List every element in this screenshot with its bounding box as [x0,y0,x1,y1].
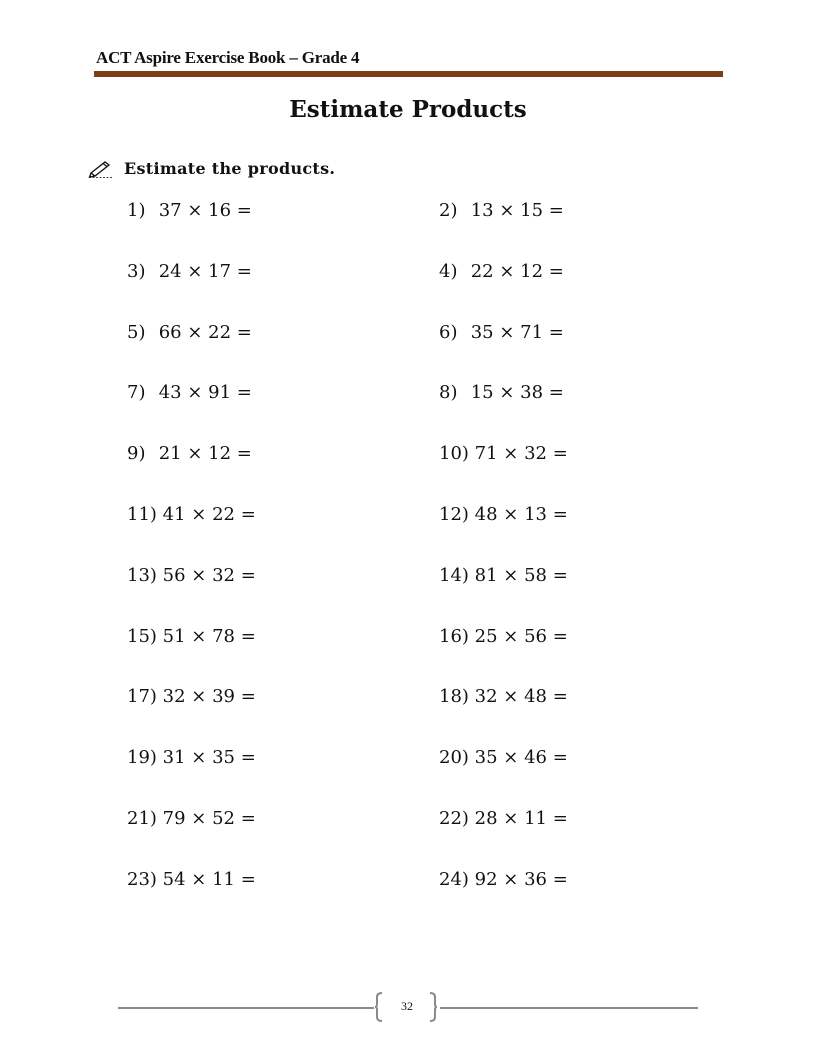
problem-number: 9) [127,443,146,464]
problem-item [127,504,256,525]
book-title: ACT Aspire Exercise Book – Grade 4 [96,48,360,67]
left-bracket-icon [374,992,384,1022]
problem-number: 10) [439,443,469,464]
problem-item [439,504,568,525]
problem-expression: 32 × 39 = [162,686,256,707]
problem-expression: 15 × 38 = [470,382,564,403]
problem-item [439,686,568,707]
problem-item [127,686,256,707]
problem-item [127,261,252,282]
problem-number: 3) [127,261,146,282]
problem-item [439,808,568,829]
problem-expression: 13 × 15 = [470,200,564,221]
problem-number: 23) [127,869,157,890]
problem-number: 24) [439,869,469,890]
problem-item [439,261,564,282]
problem-expression: 54 × 11 = [162,869,256,890]
problem-item [127,443,252,464]
problem-number: 2) [439,200,458,221]
problem-expression: 22 × 12 = [470,261,564,282]
problem-number: 5) [127,322,146,343]
problem-number: 18) [439,686,469,707]
problem-expression: 92 × 36 = [474,869,568,890]
problem-expression: 24 × 17 = [158,261,252,282]
problem-expression: 43 × 91 = [158,382,252,403]
problem-item [127,200,252,221]
problem-number: 4) [439,261,458,282]
problem-expression: 28 × 11 = [474,808,568,829]
problem-expression: 48 × 13 = [474,504,568,525]
problem-expression: 35 × 46 = [474,747,568,768]
problem-number: 17) [127,686,157,707]
problem-expression: 81 × 58 = [474,565,568,586]
page-number: 32 [401,999,413,1013]
problem-number: 7) [127,382,146,403]
problem-item [439,200,564,221]
instruction [88,158,335,178]
problem-expression: 66 × 22 = [158,322,252,343]
problem-number: 19) [127,747,157,768]
problem-number: 6) [439,322,458,343]
instruction-text: Estimate the products. [124,158,336,178]
problem-item [127,747,256,768]
problem-expression: 51 × 78 = [162,626,256,647]
problem-item [439,869,568,890]
problem-item [127,565,256,586]
problem-number: 21) [127,808,157,829]
problem-expression: 32 × 48 = [474,686,568,707]
footer-line-right [440,1007,698,1009]
header-rule [94,71,723,77]
problem-number: 22) [439,808,469,829]
problem-item [127,322,252,343]
problem-item [439,443,568,464]
problem-item [439,322,564,343]
right-bracket-icon [428,992,438,1022]
pencil-icon [88,158,114,178]
problem-expression: 71 × 32 = [474,443,568,464]
problem-expression: 37 × 16 = [158,200,252,221]
problem-number: 14) [439,565,469,586]
problem-number: 1) [127,200,146,221]
footer-line-left [118,1007,374,1009]
problem-expression: 56 × 32 = [162,565,256,586]
problem-item [439,626,568,647]
problem-expression: 79 × 52 = [162,808,256,829]
problem-expression: 21 × 12 = [158,443,252,464]
problem-item [439,382,564,403]
problem-number: 20) [439,747,469,768]
problem-expression: 31 × 35 = [162,747,256,768]
problem-expression: 25 × 56 = [474,626,568,647]
problem-number: 13) [127,565,157,586]
problem-number: 12) [439,504,469,525]
page-title: Estimate Products [289,96,527,123]
problem-expression: 41 × 22 = [162,504,256,525]
problem-expression: 35 × 71 = [470,322,564,343]
problem-number: 8) [439,382,458,403]
problem-number: 15) [127,626,157,647]
problem-item [127,382,252,403]
problem-item [439,747,568,768]
problem-number: 16) [439,626,469,647]
problem-item [127,808,256,829]
problem-item [439,565,568,586]
problem-number: 11) [127,504,157,525]
problem-item [127,869,256,890]
problem-item [127,626,256,647]
